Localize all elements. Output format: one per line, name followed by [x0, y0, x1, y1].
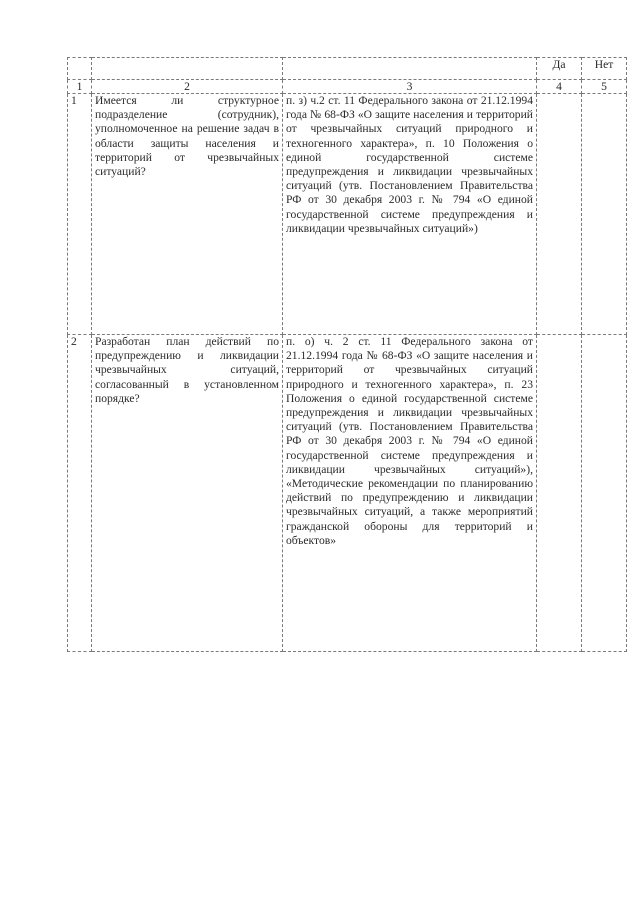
answer-no-cell[interactable] [582, 335, 627, 652]
answer-yes-cell[interactable] [537, 335, 582, 652]
header-cell-question [92, 58, 283, 80]
column-number-row [68, 80, 627, 94]
row-number: 1 [68, 94, 92, 335]
header-row [68, 58, 627, 80]
column-number: 3 [283, 80, 537, 94]
column-number: 2 [92, 80, 283, 94]
question-text: Разработан план действий по предупреждению и ликвидации чрезвычайных ситуаций, согласованный в установленном порядке? [92, 335, 283, 652]
row-number: 2 [68, 335, 92, 652]
header-cell-basis [283, 58, 537, 80]
header-yes: Да [537, 58, 582, 80]
column-number: 4 [537, 80, 582, 94]
legal-basis-text: п. з) ч.2 ст. 11 Федерального закона от 21.12.1994 года № 68-ФЗ «О защите населения и территорий от чрезвычайных ситуаций природного и техногенного характера», п. 10 Положения о единой государственной системе предупреждения и ликвидации чрезвычайных ситуаций (утв. Постановлением Правительства РФ от 30 декабря 2003 г. № 794 «О единой государственной системе предупреждения и ликвидации чрезвычайных ситуаций») [283, 94, 537, 335]
question-text: Имеется ли структурное подразделение (сотрудник), уполномоченное на решение задач в области защиты населения и территорий от чрезвычайных ситуаций? [92, 94, 283, 335]
answer-no-cell[interactable] [582, 94, 627, 335]
column-number: 5 [582, 80, 627, 94]
answer-yes-cell[interactable] [537, 94, 582, 335]
header-no: Нет [582, 58, 627, 80]
legal-basis-text: п. о) ч. 2 ст. 11 Федерального закона от 21.12.1994 года № 68-ФЗ «О защите населения и территорий от чрезвычайных ситуаций природного и техногенного характера», п. 23 Положения о единой государственной системе предупреждения и ликвидации чрезвычайных ситуаций (утв. Постановлением Правительства РФ от 30 декабря 2003 г. № 794 «О единой государственной системе предупреждения и ликвидации чрезвычайных ситуаций»), «Методические рекомендации по планированию действий по предупреждению и ликвидации чрезвычайных ситуаций, а также мероприятий гражданской обороны для территорий и объектов» [283, 335, 537, 652]
header-cell-number [68, 58, 92, 80]
table-row [68, 94, 627, 335]
table-row [68, 335, 627, 652]
checklist-table [67, 57, 627, 652]
column-number: 1 [68, 80, 92, 94]
